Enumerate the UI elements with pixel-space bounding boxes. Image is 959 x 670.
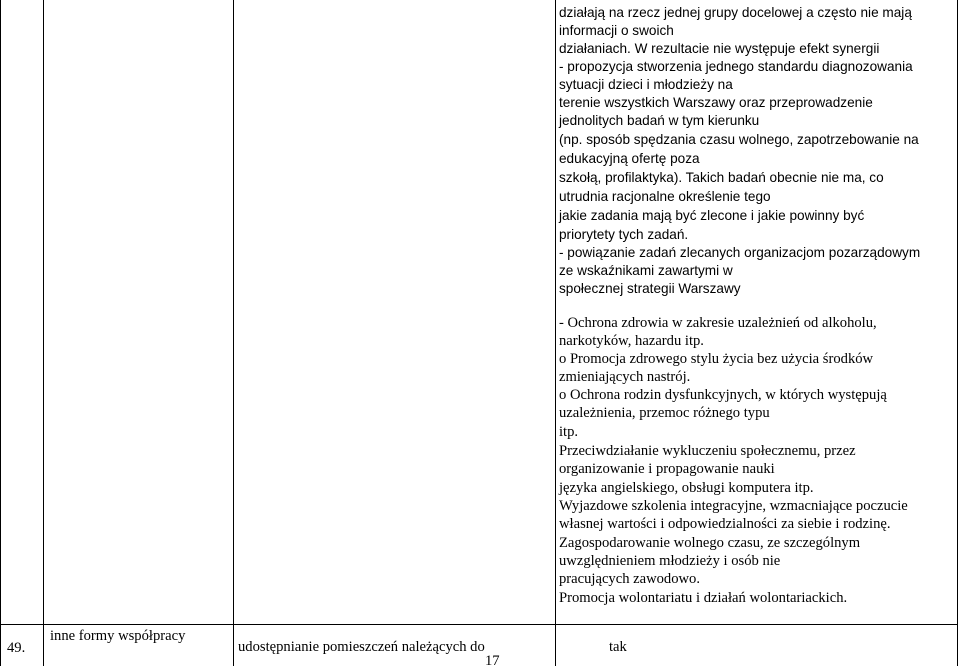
table-right-border	[957, 0, 958, 666]
page-number: 17	[485, 653, 500, 669]
text-line: działają na rzecz jednej grupy docelowej a często nie mają	[559, 5, 912, 20]
text-line: terenie wszystkich Warszawy oraz przeprowadzenie	[559, 95, 873, 110]
table-column-divider-2	[233, 0, 234, 666]
text-line: organizowanie i propagowanie nauki	[559, 461, 775, 477]
text-line: narkotyków, hazardu itp.	[559, 333, 704, 349]
text-line: utrudnia racjonalne określenie tego	[559, 189, 771, 204]
text-line: o Ochrona rodzin dysfunkcyjnych, w których występują	[559, 387, 887, 403]
text-line: zmieniających nastrój.	[559, 369, 691, 385]
text-line: edukacyjną ofertę poza	[559, 151, 700, 166]
text-line: uwzględnieniem młodzieży i osób nie	[559, 553, 781, 569]
text-line: (np. sposób spędzania czasu wolnego, zapotrzebowanie na	[559, 132, 919, 147]
text-line: działaniach. W rezultacie nie występuje efekt synergii	[559, 41, 880, 56]
row-number: 49.	[7, 640, 26, 656]
text-line: Promocja wolontariatu i działań wolontariackich.	[559, 590, 848, 606]
row-description: udostępnianie pomieszczeń należących do	[238, 639, 485, 655]
text-line: szkołą, profilaktyka). Takich badań obecnie nie ma, co	[559, 170, 884, 185]
text-line: społecznej strategii Warszawy	[559, 281, 741, 296]
table-column-divider-3	[555, 0, 556, 666]
text-line: o Promocja zdrowego stylu życia bez użycia środków	[559, 351, 874, 367]
text-line: priorytety tych zadań.	[559, 227, 689, 242]
text-line: Zagospodarowanie wolnego czasu, ze szczególnym	[559, 535, 861, 551]
row-category: inne formy współpracy	[50, 628, 186, 644]
text-line: Przeciwdziałanie wykluczeniu społecznemu, przez	[559, 443, 856, 459]
text-line: jednolitych badań w tym kierunku	[559, 113, 760, 128]
table-row-divider	[0, 624, 958, 625]
text-line: języka angielskiego, obsługi komputera itp.	[559, 480, 814, 496]
text-line: sytuacji dzieci i młodzieży na	[559, 77, 733, 92]
text-line: Wyjazdowe szkolenia integracyjne, wzmacniające poczucie	[559, 498, 908, 514]
text-line: ze wskaźnikami zawartymi w	[559, 263, 733, 278]
table-left-border	[0, 0, 1, 666]
text-line: pracujących zawodowo.	[559, 571, 701, 587]
text-line: itp.	[559, 424, 579, 440]
text-line: jakie zadania mają być zlecone i jakie powinny być	[559, 208, 865, 223]
text-line: - propozycja stworzenia jednego standardu diagnozowania	[559, 59, 913, 74]
table-column-divider-1	[43, 0, 44, 666]
text-line: - powiązanie zadań zlecanych organizacjom pozarządowym	[559, 245, 921, 260]
text-line: uzależnienia, przemoc różnego typu	[559, 405, 770, 421]
row-answer: tak	[609, 639, 627, 655]
text-line: własnej wartości i odpowiedzialności za siebie i rodzinę.	[559, 516, 891, 532]
text-line: - Ochrona zdrowia w zakresie uzależnień od alkoholu,	[559, 315, 877, 331]
text-line: informacji o swoich	[559, 23, 674, 38]
